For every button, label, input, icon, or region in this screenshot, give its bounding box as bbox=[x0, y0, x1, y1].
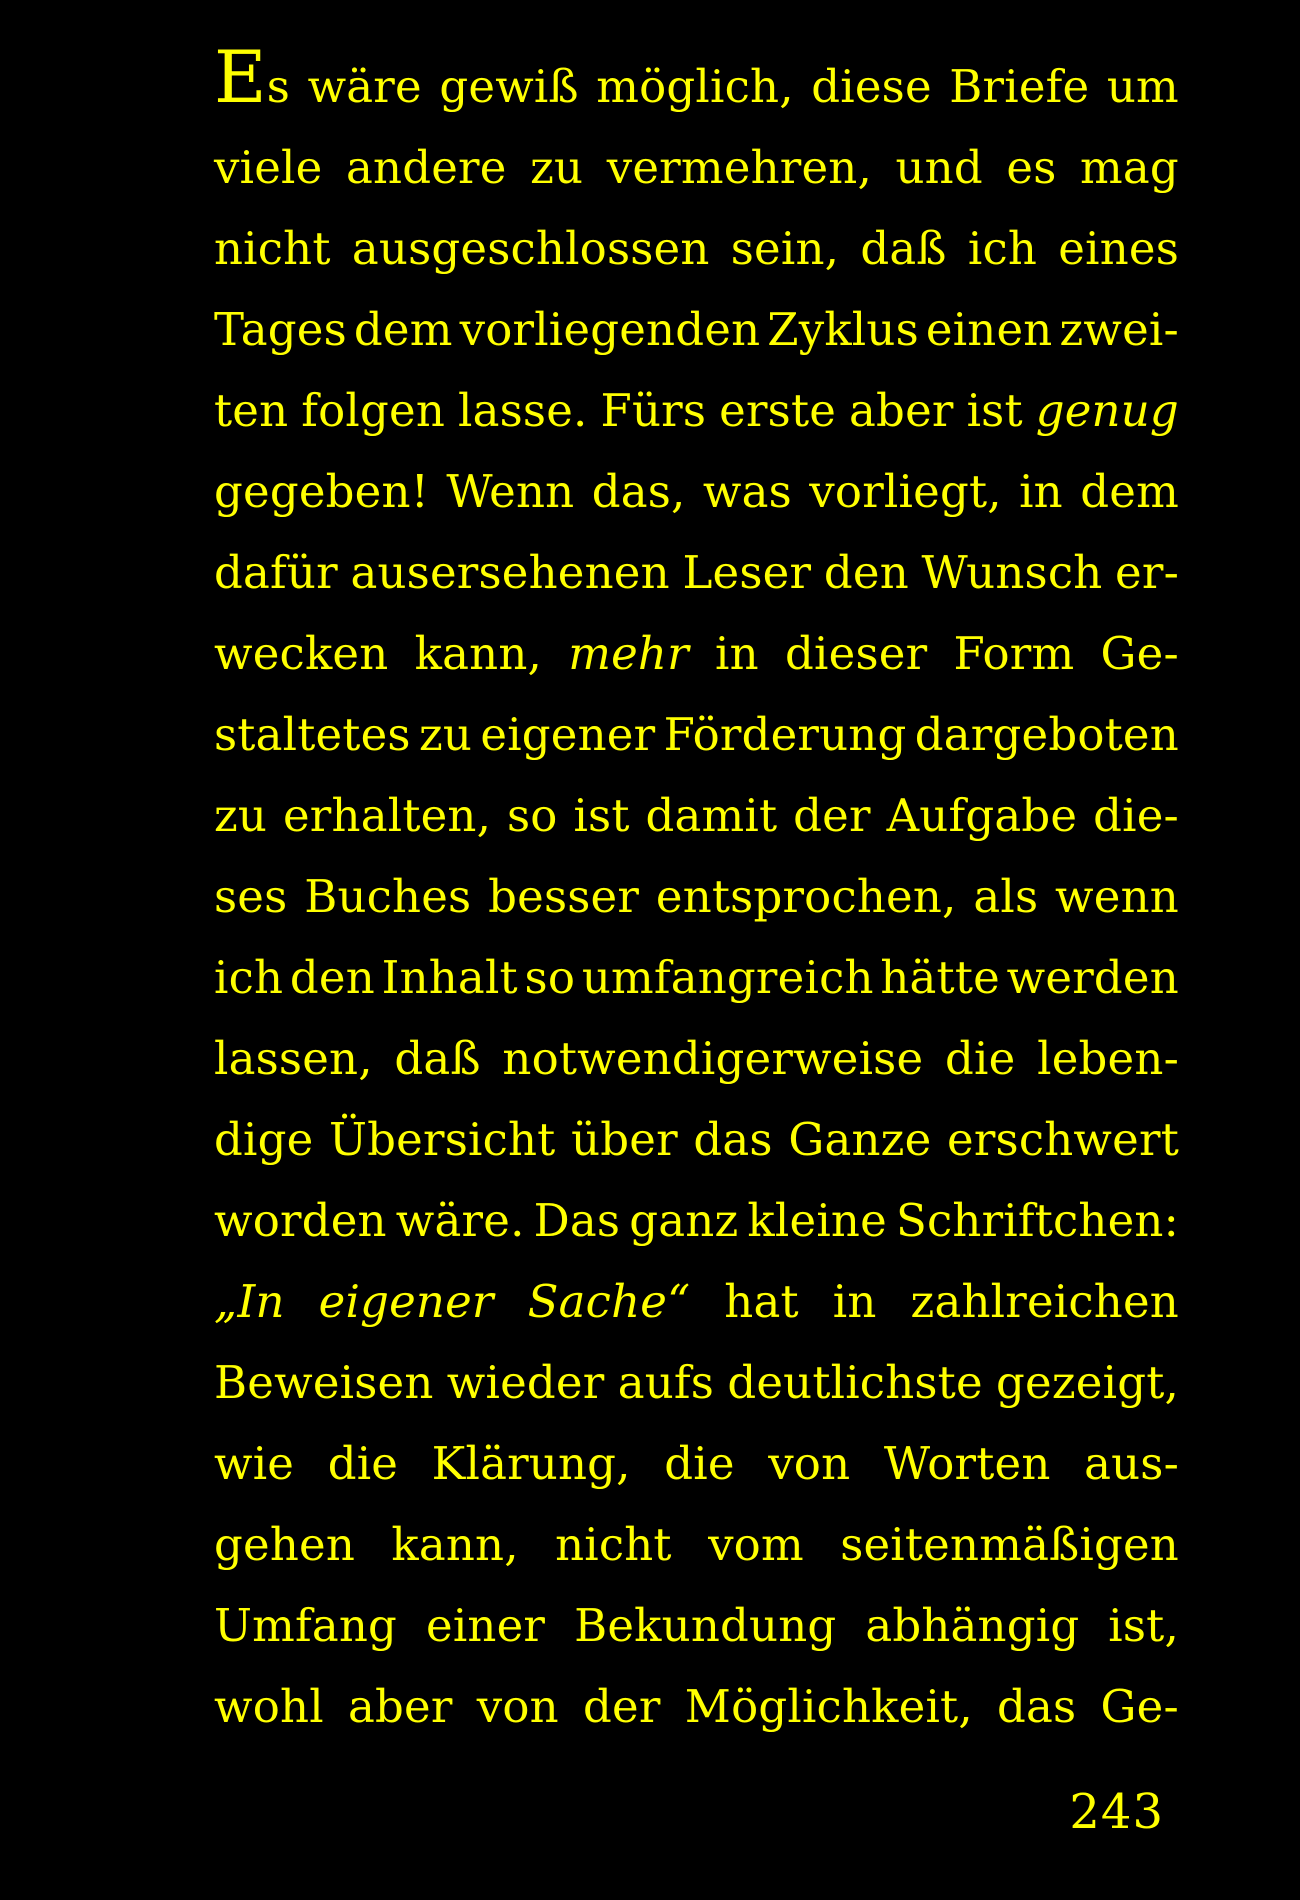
text-line bbox=[214, 937, 1179, 1018]
word: ich bbox=[967, 222, 1038, 275]
word: Buches bbox=[304, 870, 472, 923]
text-line bbox=[214, 613, 1179, 694]
text-line bbox=[214, 289, 1179, 370]
word: wohl bbox=[214, 1680, 324, 1733]
word: Bekundung bbox=[574, 1599, 837, 1652]
word: dafür bbox=[214, 546, 338, 599]
word: als bbox=[973, 870, 1039, 923]
word: was bbox=[702, 465, 792, 518]
word: ten bbox=[214, 384, 289, 437]
word: Aufgabe bbox=[886, 789, 1078, 842]
text-line bbox=[214, 1018, 1179, 1099]
word: Briefe bbox=[949, 60, 1090, 113]
word: von bbox=[768, 1437, 851, 1490]
word: hätte bbox=[880, 951, 1000, 1004]
word: zwei- bbox=[1059, 303, 1179, 356]
word: diese bbox=[811, 60, 932, 113]
word: das bbox=[693, 1113, 773, 1166]
word: erste bbox=[719, 384, 837, 437]
word: hat bbox=[724, 1275, 799, 1328]
word: dargeboten bbox=[914, 708, 1179, 761]
word: erschwert bbox=[947, 1113, 1179, 1166]
word: möglich, bbox=[596, 60, 794, 113]
word: einer bbox=[426, 1599, 546, 1652]
word: der bbox=[583, 1680, 661, 1733]
word: zu bbox=[214, 789, 268, 842]
word: nicht bbox=[555, 1518, 672, 1571]
text-line bbox=[214, 856, 1179, 937]
word: lasse. bbox=[458, 384, 588, 437]
word: Ganze bbox=[788, 1113, 932, 1166]
word: Möglichkeit, bbox=[684, 1680, 973, 1733]
word: Leser bbox=[682, 546, 812, 599]
word: wecken bbox=[214, 627, 389, 680]
emphasized-word: „In bbox=[214, 1275, 285, 1328]
word: daß bbox=[394, 1032, 481, 1085]
word: Ge- bbox=[1100, 1680, 1179, 1733]
page-number: 243 bbox=[1069, 1784, 1164, 1840]
word: kann, bbox=[391, 1518, 519, 1571]
word: Tages bbox=[214, 303, 347, 356]
text-line bbox=[214, 35, 1179, 127]
word: in bbox=[715, 627, 759, 680]
emphasized-word: genug bbox=[1035, 384, 1179, 437]
word: ganz bbox=[629, 1194, 739, 1247]
word: Klärung, bbox=[431, 1437, 631, 1490]
word: kann, bbox=[414, 627, 543, 680]
word: Form bbox=[953, 627, 1075, 680]
word: eines bbox=[1058, 222, 1179, 275]
text-line bbox=[214, 532, 1179, 613]
text-line bbox=[214, 775, 1179, 856]
body-text bbox=[214, 35, 1179, 1747]
word: deutlichste bbox=[727, 1356, 983, 1409]
word: gezeigt, bbox=[996, 1356, 1179, 1409]
emphasized-word: Sache“ bbox=[527, 1275, 691, 1328]
word: wieder bbox=[446, 1356, 605, 1409]
word: besser bbox=[488, 870, 640, 923]
emphasized-word: mehr bbox=[568, 627, 689, 680]
word: dieser bbox=[785, 627, 928, 680]
text-line bbox=[214, 1666, 1179, 1747]
word: Zyklus bbox=[767, 303, 919, 356]
text-line bbox=[214, 1261, 1179, 1342]
word: er- bbox=[1115, 546, 1179, 599]
word: notwendigerweise bbox=[502, 1032, 924, 1085]
word: aufs bbox=[617, 1356, 715, 1409]
word: gegeben! bbox=[214, 465, 429, 518]
text-line bbox=[214, 208, 1179, 289]
word: in bbox=[1019, 465, 1063, 518]
word: dige bbox=[214, 1113, 314, 1166]
word: vorliegt, bbox=[809, 465, 1002, 518]
word: das bbox=[997, 1680, 1077, 1733]
word: der bbox=[793, 789, 871, 842]
word: das, bbox=[591, 465, 686, 518]
word: es bbox=[1006, 141, 1057, 194]
word: erhalten, bbox=[282, 789, 492, 842]
word: Wunsch bbox=[921, 546, 1103, 599]
text-line bbox=[214, 370, 1179, 451]
word: ausgeschlossen bbox=[351, 222, 710, 275]
word: wie bbox=[214, 1437, 295, 1490]
word: mag bbox=[1080, 141, 1179, 194]
word: viele bbox=[214, 141, 323, 194]
word: entsprochen, bbox=[655, 870, 957, 923]
text-line bbox=[214, 1342, 1179, 1423]
word: einen bbox=[925, 303, 1053, 356]
word: leben- bbox=[1037, 1032, 1179, 1085]
word: Das bbox=[533, 1194, 621, 1247]
text-line bbox=[214, 451, 1179, 532]
word: dem bbox=[353, 303, 453, 356]
word: sein, bbox=[730, 222, 840, 275]
word: so bbox=[524, 951, 576, 1004]
word: so bbox=[507, 789, 558, 842]
word: Es bbox=[214, 35, 291, 119]
text-line bbox=[214, 1423, 1179, 1504]
word: Fürs bbox=[600, 384, 707, 437]
word: ist, bbox=[1108, 1599, 1179, 1652]
word: wenn bbox=[1055, 870, 1179, 923]
word: die bbox=[327, 1437, 399, 1490]
word: gewiß bbox=[439, 60, 579, 113]
text-line bbox=[214, 694, 1179, 775]
word: Schriftchen: bbox=[895, 1194, 1179, 1247]
word: umfangreich bbox=[581, 951, 874, 1004]
word: folgen bbox=[301, 384, 446, 437]
word: Übersicht bbox=[329, 1113, 556, 1166]
word: den bbox=[823, 546, 909, 599]
text-line bbox=[214, 1180, 1179, 1261]
word: lassen, bbox=[214, 1032, 373, 1085]
word: Worten bbox=[883, 1437, 1051, 1490]
word: um bbox=[1106, 60, 1179, 113]
word: die- bbox=[1093, 789, 1179, 842]
word: vom bbox=[708, 1518, 804, 1571]
word: daß bbox=[860, 222, 947, 275]
word: seitenmäßigen bbox=[840, 1518, 1179, 1571]
word: vorliegenden bbox=[459, 303, 761, 356]
word: und bbox=[895, 141, 983, 194]
word: abhängig bbox=[865, 1599, 1080, 1652]
word: Beweisen bbox=[214, 1356, 434, 1409]
word: über bbox=[571, 1113, 678, 1166]
word: von bbox=[476, 1680, 559, 1733]
word: ausersehenen bbox=[350, 546, 670, 599]
word: zu bbox=[419, 708, 473, 761]
word: nicht bbox=[214, 222, 331, 275]
word: staltetes bbox=[214, 708, 411, 761]
word: wäre bbox=[307, 60, 422, 113]
word: Förderung bbox=[663, 708, 907, 761]
text-line bbox=[214, 1099, 1179, 1180]
word: Ge- bbox=[1100, 627, 1179, 680]
word: damit bbox=[645, 789, 778, 842]
word: zu bbox=[530, 141, 584, 194]
word: aber bbox=[347, 1680, 453, 1733]
word: ist bbox=[573, 789, 630, 842]
word: Wenn bbox=[446, 465, 575, 518]
word: eigener bbox=[480, 708, 656, 761]
word: die bbox=[664, 1437, 735, 1490]
word: ich bbox=[214, 951, 284, 1004]
word: in bbox=[832, 1275, 877, 1328]
drop-cap: E bbox=[214, 35, 267, 119]
word: Inhalt bbox=[381, 951, 518, 1004]
word: den bbox=[289, 951, 375, 1004]
word: worden bbox=[214, 1194, 387, 1247]
word: dem bbox=[1080, 465, 1179, 518]
word: zahlreichen bbox=[910, 1275, 1179, 1328]
emphasized-word: eigener bbox=[318, 1275, 494, 1328]
word: die bbox=[945, 1032, 1016, 1085]
text-line bbox=[214, 1585, 1179, 1666]
text-line bbox=[214, 1504, 1179, 1585]
word: gehen bbox=[214, 1518, 356, 1571]
word: ses bbox=[214, 870, 288, 923]
text-line bbox=[214, 127, 1179, 208]
word: kleine bbox=[747, 1194, 887, 1247]
word: werden bbox=[1006, 951, 1179, 1004]
word: wäre. bbox=[395, 1194, 525, 1247]
word: aber bbox=[849, 384, 954, 437]
word: aus- bbox=[1084, 1437, 1179, 1490]
word: andere bbox=[345, 141, 507, 194]
word: ist bbox=[966, 384, 1023, 437]
word: vermehren, bbox=[606, 141, 872, 194]
word: Umfang bbox=[214, 1599, 398, 1652]
